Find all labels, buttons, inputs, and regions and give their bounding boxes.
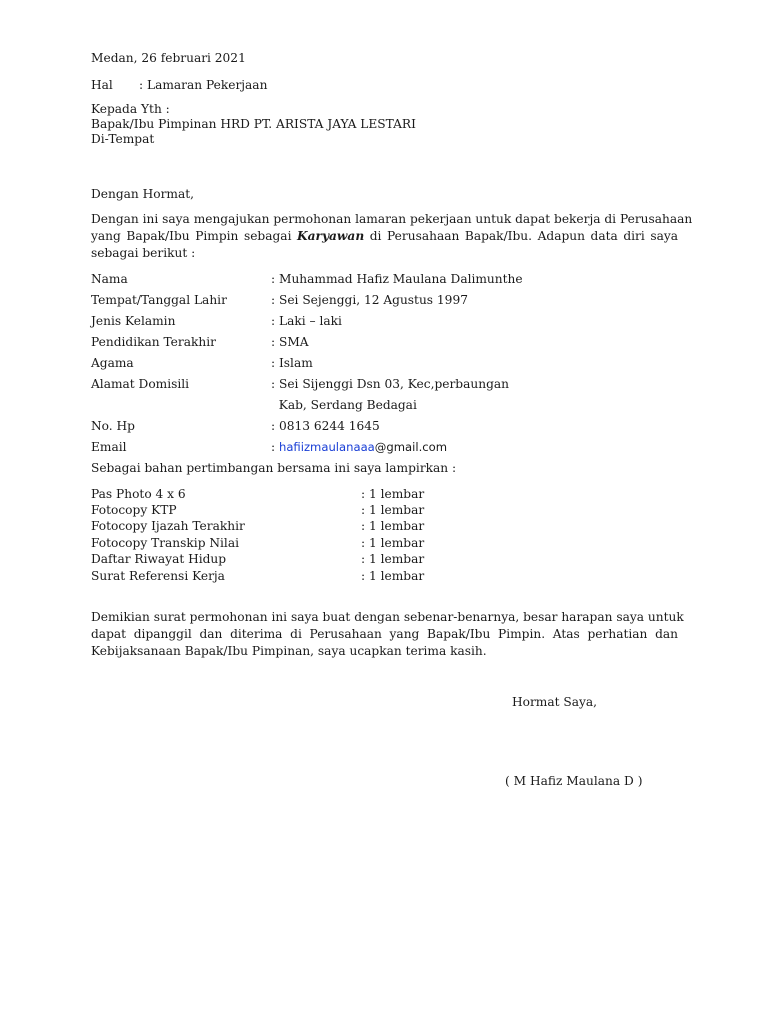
row-value: : Muhammad Hafiz Maulana Dalimunthe bbox=[271, 272, 523, 286]
recipient-salutation: Kepada Yth : bbox=[91, 102, 170, 116]
row-label: Nama bbox=[91, 272, 128, 286]
signatory-name: ( M Hafiz Maulana D ) bbox=[505, 774, 643, 788]
attachment-label: Fotocopy Transkip Nilai bbox=[91, 536, 239, 550]
closing-line-2: dapat dipanggil dan diterima di Perusahaan yang Bapak/Ibu Pimpin. Atas perhatian dan bbox=[91, 627, 678, 641]
row-label: Tempat/Tanggal Lahir bbox=[91, 293, 227, 307]
attachment-count: : 1 lembar bbox=[361, 519, 425, 533]
greeting: Dengan Hormat, bbox=[91, 187, 195, 201]
subject-line bbox=[91, 77, 267, 93]
row-value: : Islam bbox=[271, 356, 313, 370]
row-value bbox=[271, 439, 447, 455]
attachment-label: Surat Referensi Kerja bbox=[91, 569, 225, 583]
intro-line-2-end: di Perusahaan Bapak/Ibu. Adapun data diri saya bbox=[364, 229, 678, 243]
attachment-label: Pas Photo 4 x 6 bbox=[91, 487, 186, 501]
recipient-name: Bapak/Ibu Pimpinan HRD PT. ARISTA JAYA LESTARI bbox=[91, 117, 416, 131]
recipient-place: Di-Tempat bbox=[91, 132, 155, 146]
row-label: Email bbox=[91, 440, 127, 454]
intro-line-3: sebagai berikut : bbox=[91, 246, 196, 260]
row-label: Jenis Kelamin bbox=[91, 314, 176, 328]
regards: Hormat Saya, bbox=[512, 695, 598, 709]
row-value: : Laki – laki bbox=[271, 314, 342, 328]
attachment-count: : 1 lembar bbox=[361, 552, 425, 566]
intro-paragraph bbox=[91, 211, 693, 262]
closing-line-3: Kebijaksanaan Bapak/Ibu Pimpinan, saya ucapkan terima kasih. bbox=[91, 644, 487, 658]
row-label: Agama bbox=[91, 356, 134, 370]
attachment-label: Daftar Riwayat Hidup bbox=[91, 552, 227, 566]
attachment-label: Fotocopy KTP bbox=[91, 503, 177, 517]
row-value: : 0813 6244 1645 bbox=[271, 419, 380, 433]
intro-line-1: Dengan ini saya mengajukan permohonan lamaran pekerjaan untuk dapat bekerja di Perusahaan bbox=[91, 212, 693, 226]
intro-line-2 bbox=[91, 228, 678, 245]
attachment-count: : 1 lembar bbox=[361, 569, 425, 583]
place-date: Medan, 26 februari 2021 bbox=[91, 51, 246, 65]
subject-label: Hal bbox=[91, 78, 113, 92]
attachment-count: : 1 lembar bbox=[361, 536, 425, 550]
email-link-domain[interactable]: @gmail.com bbox=[374, 440, 448, 454]
subject-value: : Lamaran Pekerjaan bbox=[139, 78, 268, 92]
closing-paragraph bbox=[91, 609, 684, 660]
attachment-count: : 1 lembar bbox=[361, 503, 425, 517]
row-value: Kab, Serdang Bedagai bbox=[271, 398, 417, 412]
row-label: No. Hp bbox=[91, 419, 135, 433]
row-value: : Sei Sijenggi Dsn 03, Kec,perbaungan bbox=[271, 377, 509, 391]
attachments-intro: Sebagai bahan pertimbangan bersama ini saya lampirkan : bbox=[91, 461, 457, 475]
position-emphasis: Karyawan bbox=[297, 229, 365, 243]
row-value: : SMA bbox=[271, 335, 309, 349]
row-label: Alamat Domisili bbox=[91, 377, 190, 391]
row-value: : Sei Sejenggi, 12 Agustus 1997 bbox=[271, 293, 468, 307]
email-colon: : bbox=[271, 440, 279, 454]
email-link-user[interactable]: hafiizmaulanaaa bbox=[278, 440, 375, 454]
attachment-label: Fotocopy Ijazah Terakhir bbox=[91, 519, 245, 533]
intro-line-2-start: yang Bapak/Ibu Pimpin sebagai bbox=[91, 229, 298, 243]
attachment-count: : 1 lembar bbox=[361, 487, 425, 501]
row-label: Pendidikan Terakhir bbox=[91, 335, 216, 349]
closing-line-1: Demikian surat permohonan ini saya buat dengan sebenar-benarnya, besar harapan saya untuk bbox=[91, 610, 684, 624]
